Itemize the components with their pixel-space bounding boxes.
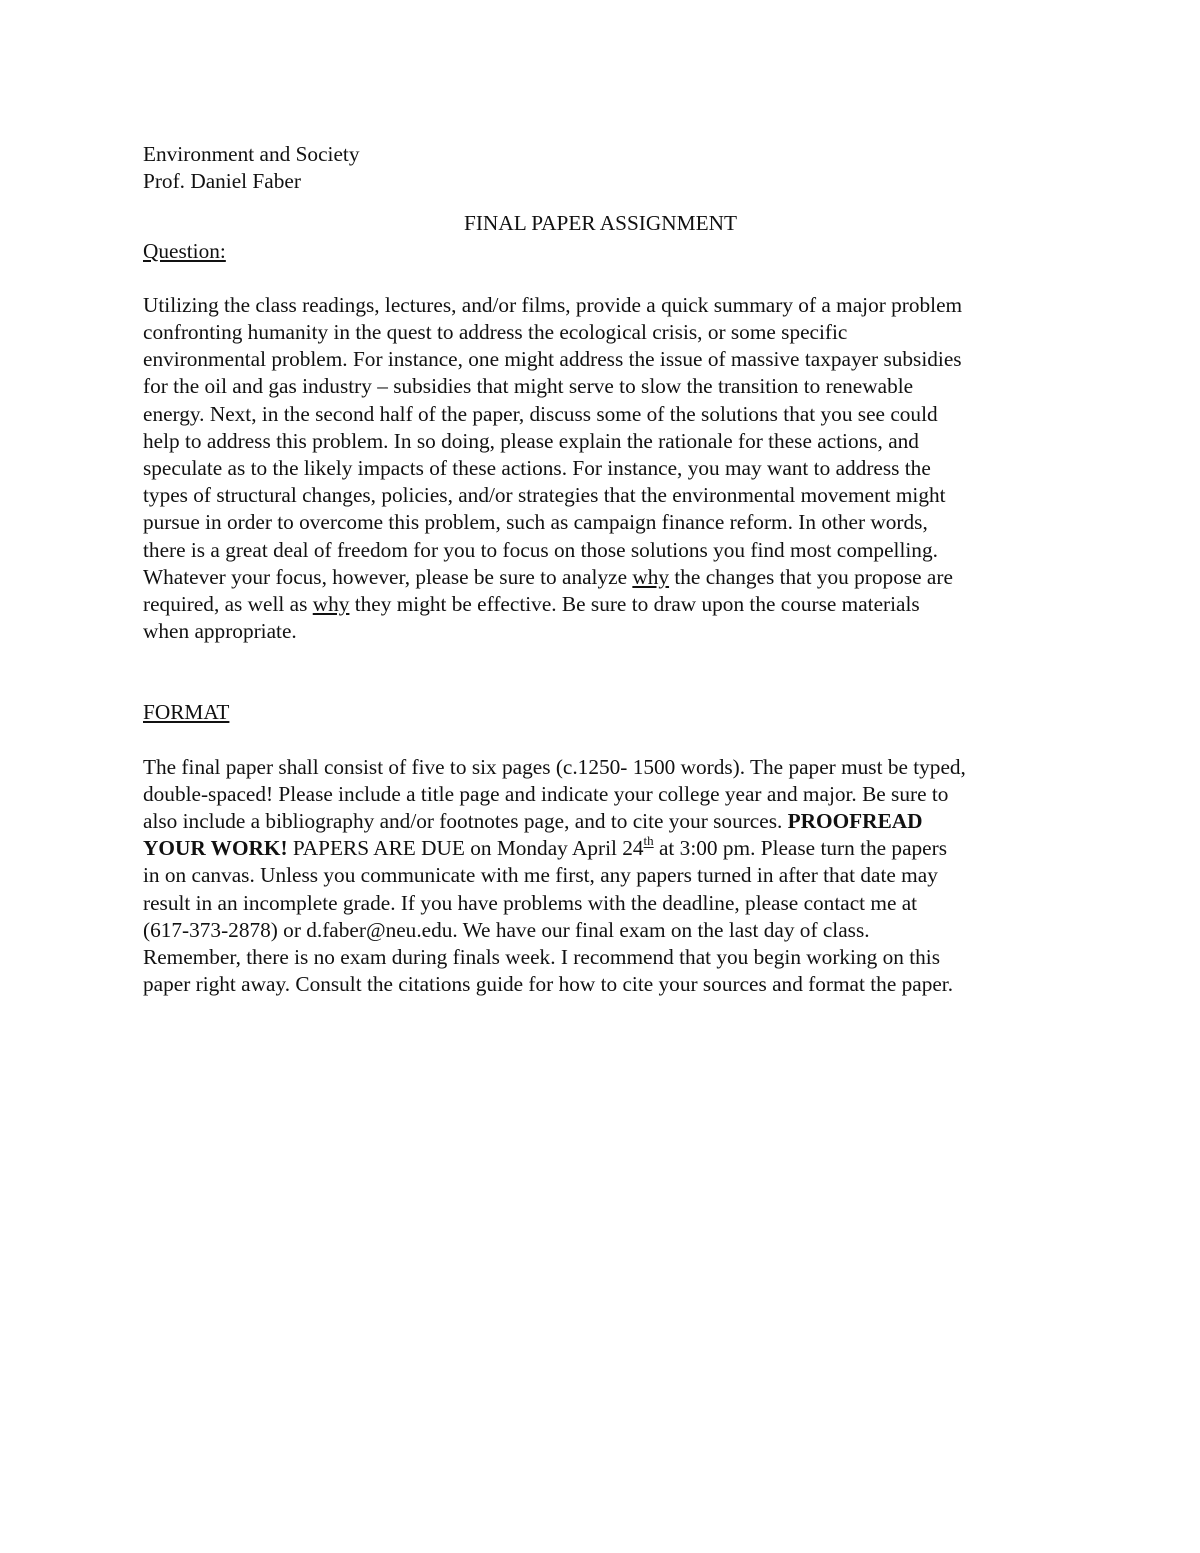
format-line: Remember, there is no exam during finals week. I recommend that you begin working on this <box>143 945 940 970</box>
question-paragraph <box>143 292 1058 646</box>
format-line: paper right away. Consult the citations guide for how to cite your sources and format the paper. <box>143 972 954 997</box>
format-line: double-spaced! Please include a title page and indicate your college year and major. Be sure to <box>143 781 949 806</box>
format-line <box>143 835 1058 862</box>
question-line: there is a great deal of freedom for you to focus on those solutions you find most compelling. <box>143 537 938 562</box>
format-line <box>143 808 1058 835</box>
question-line: confronting humanity in the quest to address the ecological crisis, or some specific <box>143 320 848 345</box>
format-heading: FORMAT <box>143 700 230 725</box>
question-line: when appropriate. <box>143 619 297 644</box>
format-paragraph <box>143 754 1058 999</box>
question-line <box>143 591 1058 618</box>
question-line: types of structural changes, policies, and/or strategies that the environmental movement might <box>143 483 946 508</box>
question-heading: Question: <box>143 238 226 263</box>
question-line <box>143 564 1058 591</box>
format-line: (617-373-2878) or d.faber@neu.edu. We have our final exam on the last day of class. <box>143 917 870 942</box>
page-title: FINAL PAPER ASSIGNMENT <box>464 211 737 236</box>
text-segment: also include a bibliography and/or footnotes page, and to cite your sources. <box>143 809 788 834</box>
question-line: for the oil and gas industry – subsidies that might serve to slow the transition to renewable <box>143 374 914 399</box>
question-line: speculate as to the likely impacts of these actions. For instance, you may want to address the <box>143 456 931 481</box>
course-name: Environment and Society <box>143 142 360 166</box>
format-line: result in an incomplete grade. If you have problems with the deadline, please contact me at <box>143 890 918 915</box>
format-line: in on canvas. Unless you communicate with me first, any papers turned in after that date may <box>143 863 938 888</box>
question-line: pursue in order to overcome this problem, such as campaign finance reform. In other words, <box>143 510 928 535</box>
proofread-emphasis: PROOFREAD <box>787 809 923 834</box>
format-line: The final paper shall consist of five to six pages (c.1250- 1500 words). The paper must be typed, <box>143 754 966 779</box>
document-body <box>143 141 1058 998</box>
question-line: energy. Next, in the second half of the paper, discuss some of the solutions that you see could <box>143 401 938 426</box>
question-line: help to address this problem. In so doing, please explain the rationale for these actions, and <box>143 428 919 453</box>
text-segment: they might be effective. Be sure to draw upon the course materials <box>349 592 920 617</box>
text-segment: required, as well as <box>143 592 313 617</box>
your-work-emphasis: YOUR WORK! <box>143 836 288 861</box>
text-segment: the changes that you propose are <box>669 564 953 589</box>
text-segment: PAPERS ARE DUE on Monday April 24 <box>287 836 644 861</box>
emphasis-why: why <box>632 564 670 589</box>
professor-name: Prof. Daniel Faber <box>143 169 301 194</box>
question-line: environmental problem. For instance, one might address the issue of massive taxpayer subsidies <box>143 347 962 372</box>
emphasis-why: why <box>312 592 350 617</box>
question-line: Utilizing the class readings, lectures, and/or films, provide a quick summary of a major problem <box>143 292 963 317</box>
text-segment: Whatever your focus, however, please be sure to analyze <box>143 564 633 589</box>
text-segment: at 3:00 pm. Please turn the papers <box>653 836 948 861</box>
ordinal-superscript: th <box>643 833 654 849</box>
